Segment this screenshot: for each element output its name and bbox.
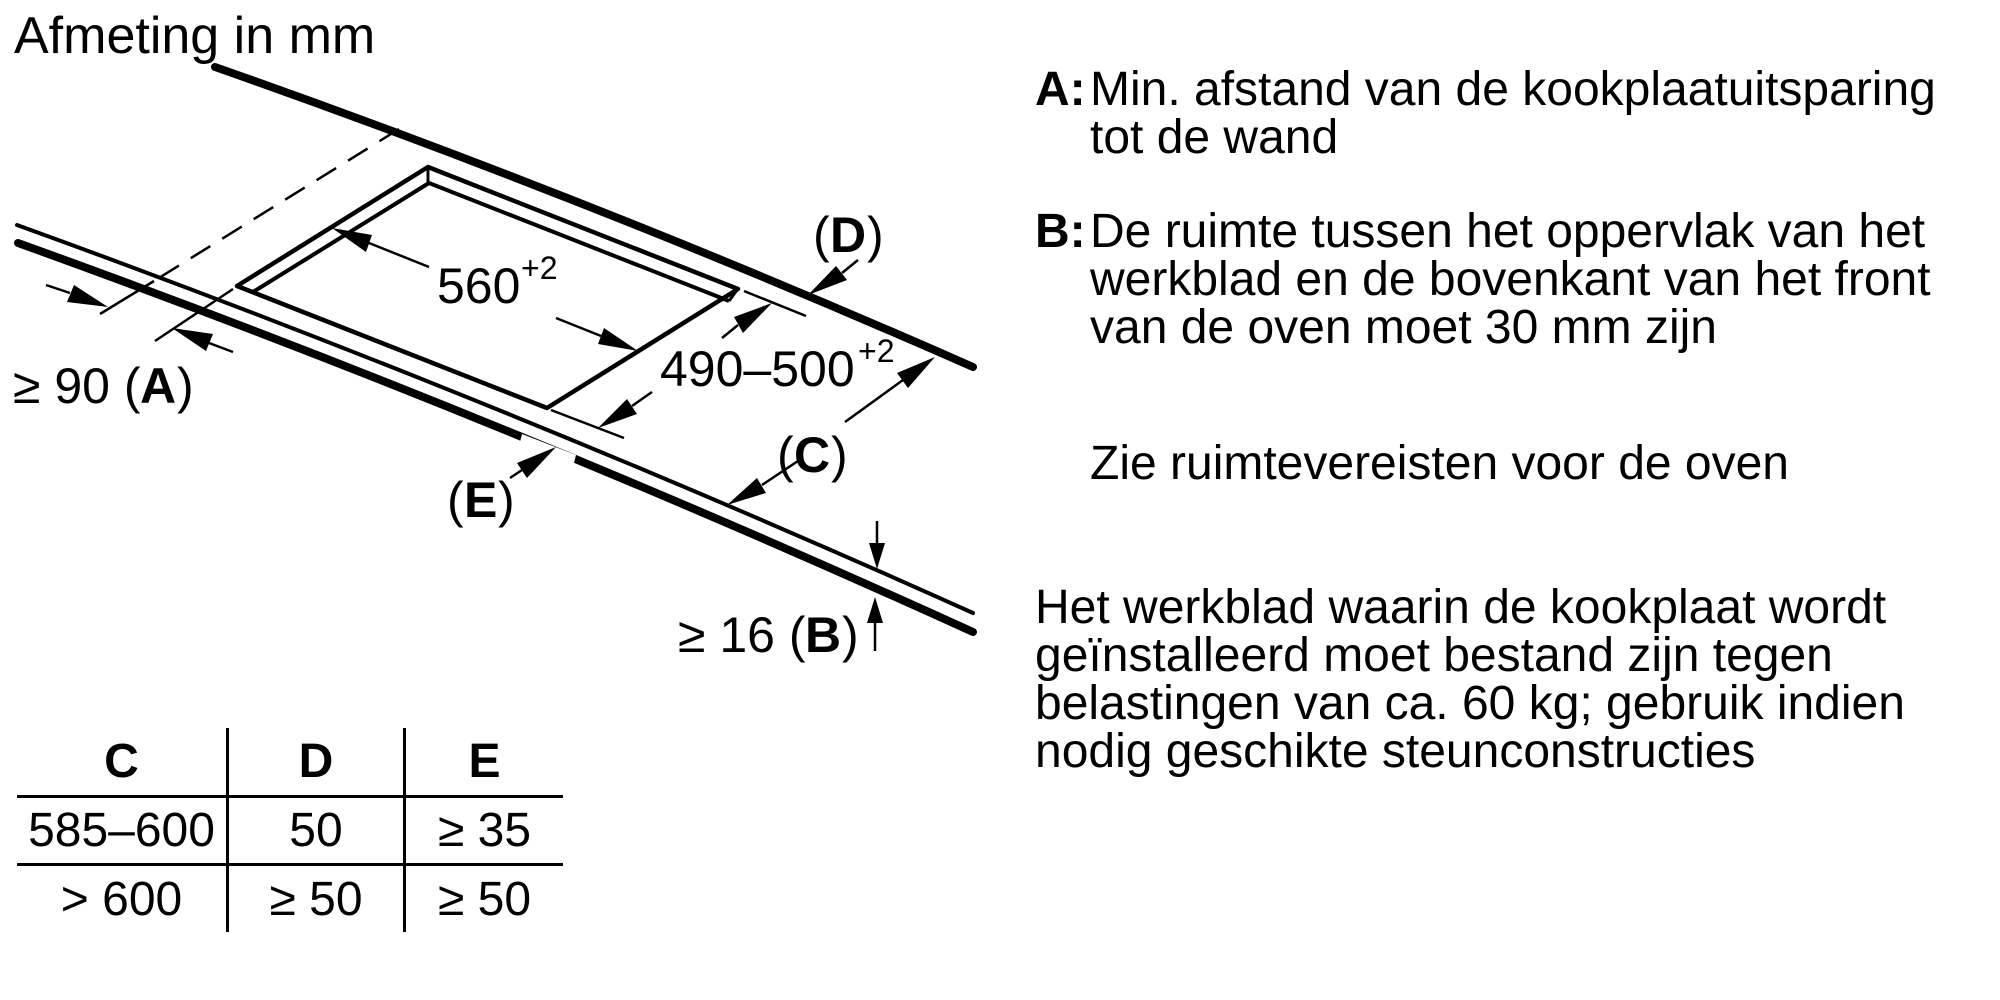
cutout-inner-edge-left (253, 183, 429, 292)
cde-table (17, 728, 563, 932)
note-b-line: van de oven moet 30 mm zijn (1090, 301, 1717, 354)
table-cell: 585–600 (17, 798, 229, 866)
label-e (447, 472, 515, 528)
note-worktop-line: geïnstalleerd moet bestand zijn tegen (1035, 629, 1833, 682)
svg-text:C: C (794, 427, 831, 483)
svg-text:(: ( (777, 427, 794, 483)
svg-text:(: ( (813, 207, 830, 263)
label-d-arrow (808, 260, 858, 295)
note-b-label: B: (1035, 205, 1086, 258)
svg-text:): ) (842, 607, 859, 663)
dim-560-tolerance: +2 (521, 250, 558, 286)
note-a-label: A: (1035, 63, 1086, 116)
dim-b-label (678, 607, 859, 663)
svg-text:): ) (867, 207, 884, 263)
dim-a-label (13, 358, 194, 414)
svg-text:): ) (831, 427, 848, 483)
note-a-line: tot de wand (1090, 111, 1339, 164)
table-cell: ≥ 50 (229, 866, 406, 932)
note-b-line: De ruimte tussen het oppervlak van het (1090, 205, 1926, 258)
svg-text:D: D (830, 207, 867, 263)
note-worktop-line: nodig geschikte steunconstructies (1035, 725, 1756, 778)
table-header-d: D (229, 728, 406, 798)
svg-text:≥ 16 (: ≥ 16 ( (678, 607, 806, 663)
svg-text:(: ( (447, 472, 464, 528)
svg-text:≥ 90 (: ≥ 90 ( (13, 358, 141, 414)
note-worktop-line: Het werkblad waarin de kookplaat wordt (1035, 581, 1887, 634)
table-header-e: E (406, 728, 563, 798)
note-worktop-line: belastingen van ca. 60 kg; gebruik indien (1035, 677, 1905, 730)
svg-text:B: B (805, 607, 842, 663)
dim-560-label: 560 (437, 258, 521, 314)
table-cell: 50 (229, 798, 406, 866)
table-cell: ≥ 50 (437, 872, 532, 926)
svg-text:A: A (140, 358, 177, 414)
label-d (813, 207, 884, 263)
table-cell: ≥ 35 (406, 798, 563, 866)
side-wall-dashed-line (154, 129, 399, 281)
note-see-oven: Zie ruimtevereisten voor de oven (1090, 437, 1789, 490)
note-b-line: werkblad en de bovenkant van het front (1090, 253, 1931, 306)
svg-text:): ) (498, 472, 515, 528)
page-title: Afmeting in mm (14, 7, 376, 65)
svg-text:): ) (177, 358, 194, 414)
note-worktop (1035, 581, 1905, 778)
note-a-line: Min. afstand van de kookplaatuitsparing (1090, 63, 1936, 116)
note-b (1035, 205, 1931, 354)
table-header-c: C (17, 728, 229, 798)
svg-text:E: E (464, 472, 498, 528)
table-cell: > 600 (17, 866, 229, 932)
note-a (1035, 63, 1936, 164)
dim-490-500-tolerance: +2 (858, 333, 895, 369)
dim-490-500-label: 490–500 (660, 341, 855, 397)
label-c (777, 427, 848, 483)
